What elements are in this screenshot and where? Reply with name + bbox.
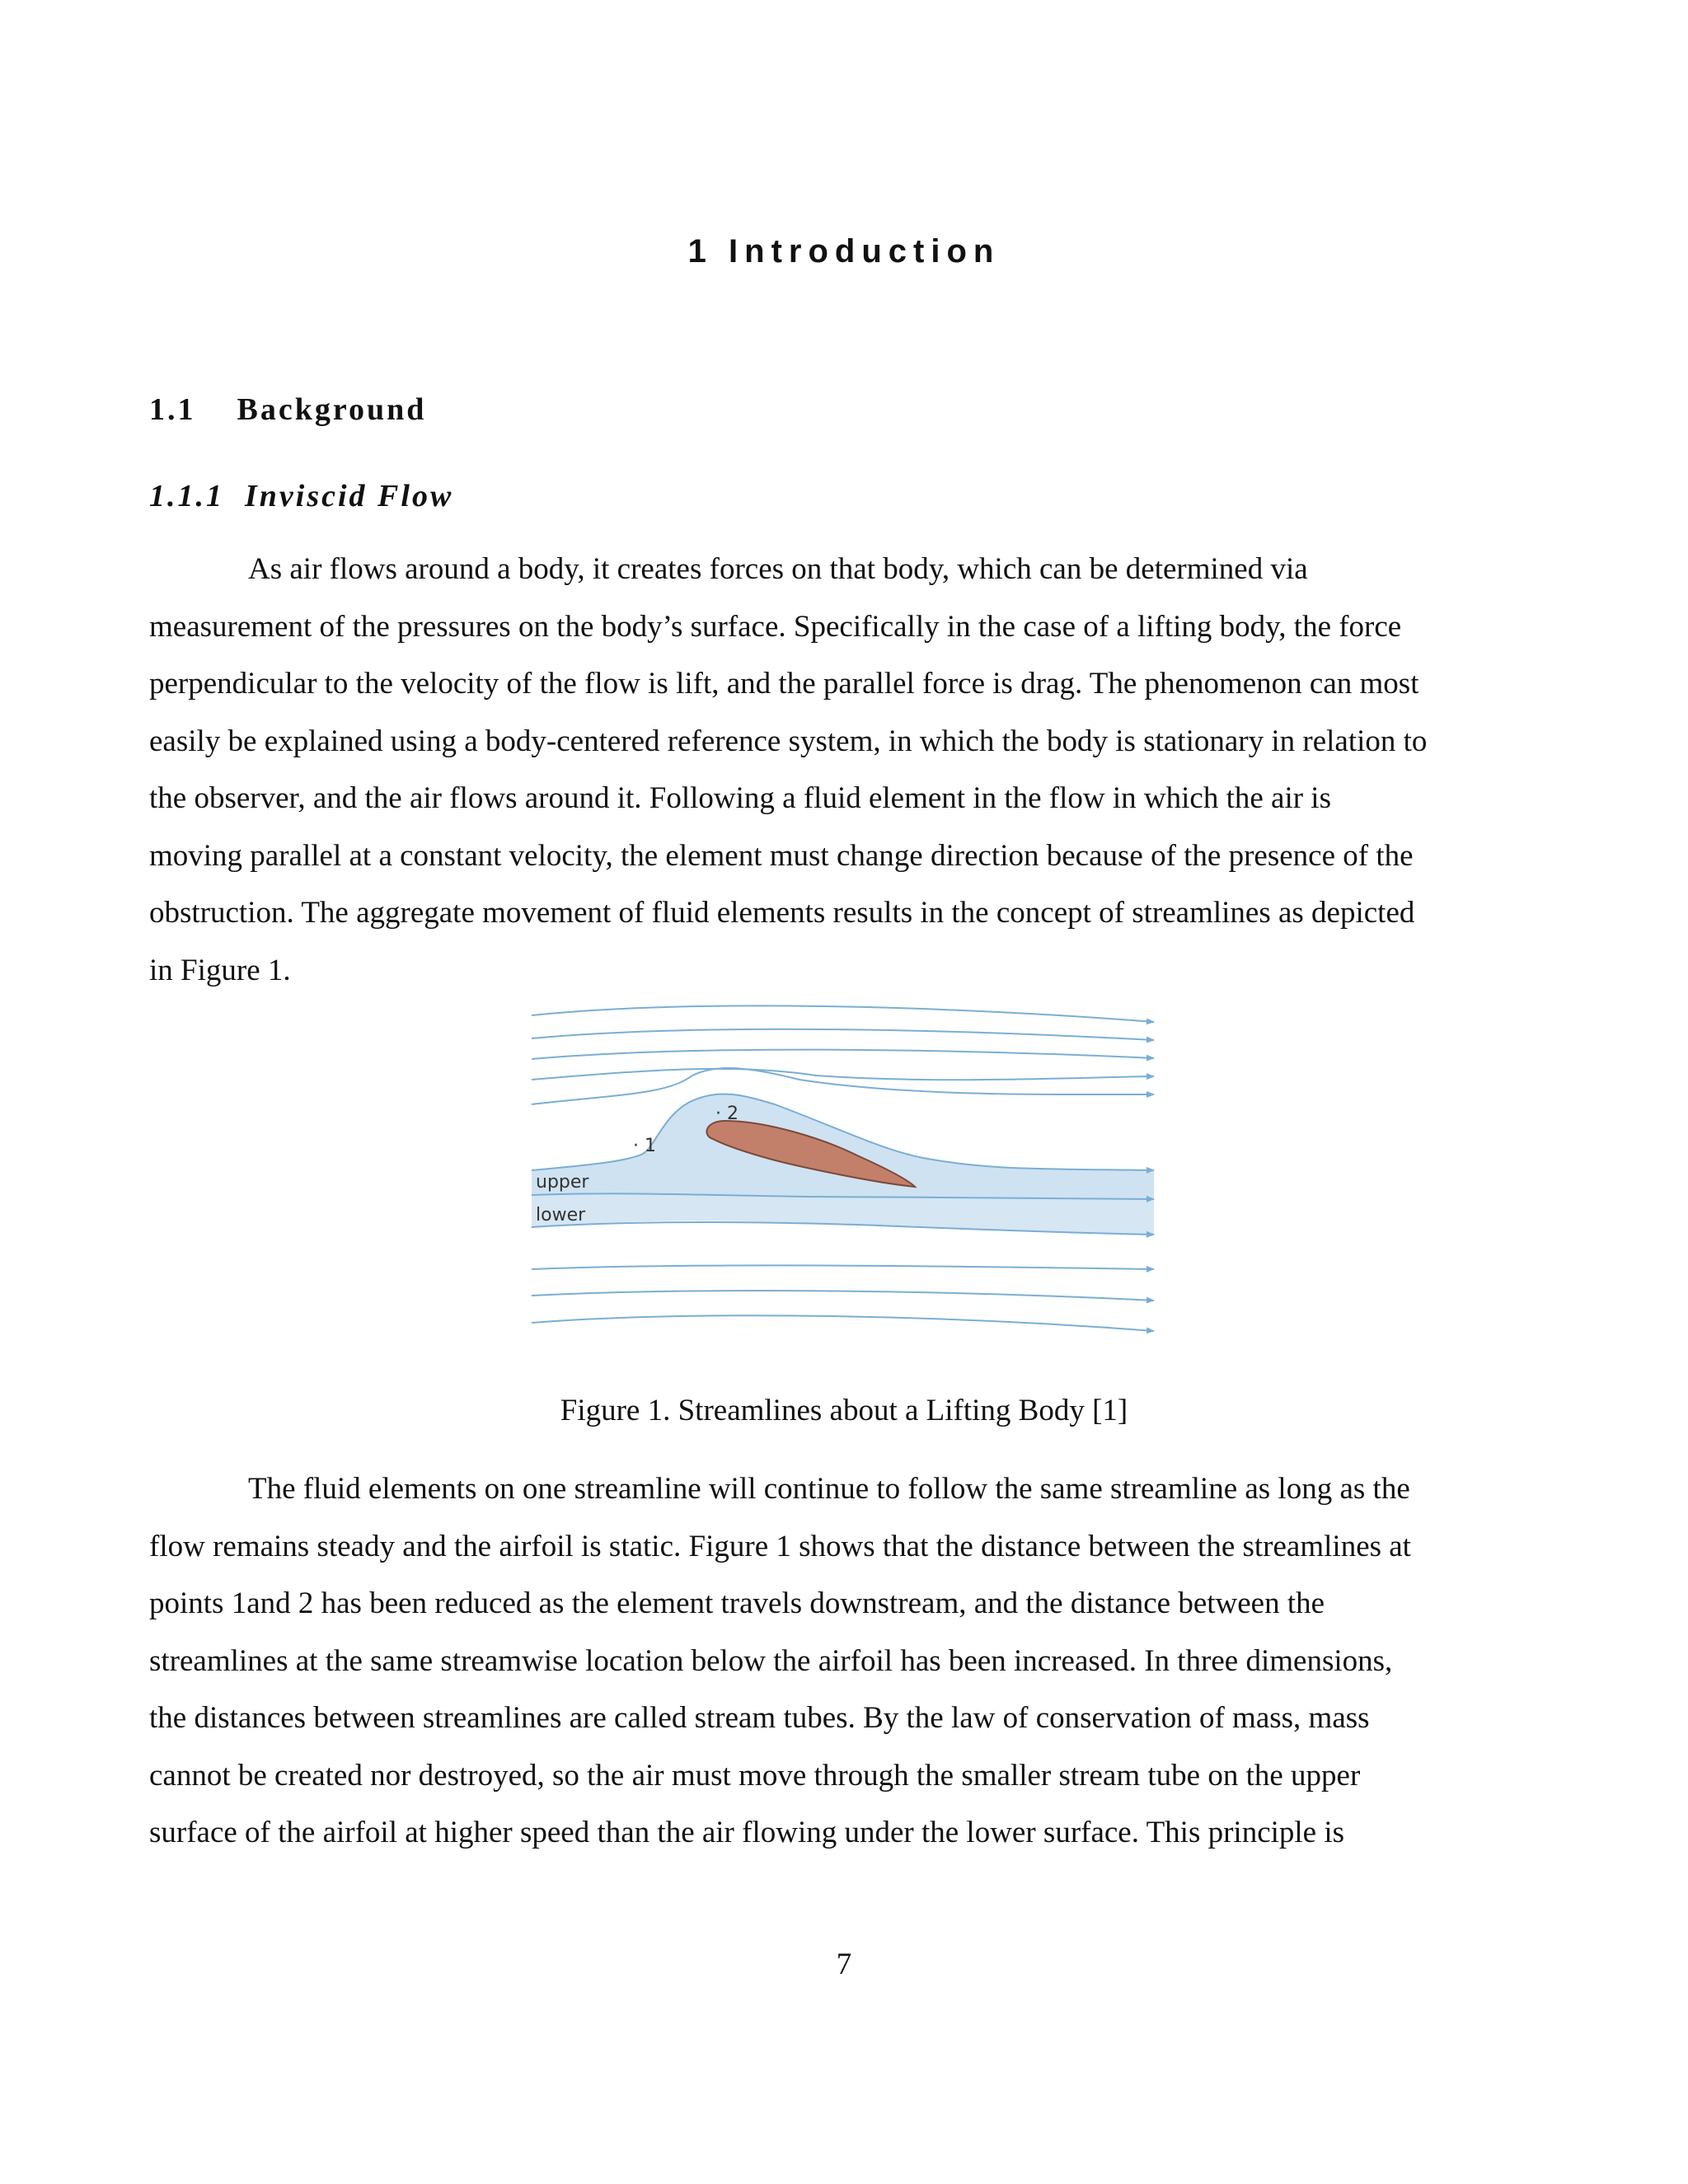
point-2-label: · 2 (715, 1104, 738, 1124)
streamline (532, 1265, 1154, 1269)
streamline-diagram (528, 997, 1170, 1376)
text-line: obstruction. The aggregate movement of fluid elements results in the concept of streamlines as depicted (149, 896, 1415, 930)
text-line: As air flows around a body, it creates forces on that body, which can be determined via (248, 552, 1308, 586)
text-line: measurement of the pressures on the body’s surface. Specifically in the case of a lifting body, the force (149, 609, 1402, 644)
point-1-label: · 1 (633, 1136, 656, 1156)
streamline (532, 1315, 1154, 1331)
text-line: flow remains steady and the airfoil is static. Figure 1 shows that the distance between the streamlines at (149, 1529, 1411, 1563)
page-number: 7 (836, 1947, 852, 1981)
text-line: in Figure 1. (149, 953, 291, 987)
subsection-heading: 1.1.1 Inviscid Flow (149, 479, 454, 513)
text-line: easily be explained using a body-centered reference system, in which the body is stationary in relation to (149, 724, 1428, 758)
text-line: the observer, and the air flows around it. Following a fluid element in the flow in which the air is (149, 781, 1331, 815)
text-line: surface of the airfoil at higher speed than the air flowing under the lower surface. This principle is (149, 1816, 1345, 1849)
text-line: perpendicular to the velocity of the flow is lift, and the parallel force is drag. The phenomenon can most (149, 667, 1419, 701)
streamline (532, 1068, 1154, 1104)
upper-label: upper (536, 1172, 589, 1193)
text-line: streamlines at the same streamwise location below the airfoil has been increased. In three dimensions, (149, 1643, 1393, 1678)
streamline (532, 1050, 1154, 1059)
text-line: points 1and 2 has been reduced as the element travels downstream, and the distance between the (149, 1586, 1325, 1620)
streamline-figure (528, 997, 1170, 1376)
text-line: moving parallel at a constant velocity, the element must change direction because of the presence of the (149, 838, 1414, 873)
figure-caption: Figure 1. Streamlines about a Lifting Body [1] (560, 1394, 1128, 1427)
body-paragraph (149, 541, 1542, 999)
body-paragraph (149, 1460, 1542, 1862)
stream-tube-upper (532, 1094, 1154, 1199)
streamline (532, 1291, 1154, 1301)
text-line: The fluid elements on one streamline will continue to follow the same streamline as long as the (248, 1472, 1410, 1506)
text-line: the distances between streamlines are called stream tubes. By the law of conservation of mass, mass (149, 1701, 1370, 1735)
text-line: cannot be created nor destroyed, so the air must move through the smaller stream tube on the upper (149, 1758, 1361, 1793)
streamline (532, 1005, 1154, 1022)
streamline (532, 1069, 1154, 1080)
lower-label: lower (536, 1205, 586, 1226)
section-heading: 1.1 Background (149, 392, 427, 427)
chapter-title: 1 Introduction (687, 233, 1001, 269)
streamline (532, 1029, 1154, 1040)
